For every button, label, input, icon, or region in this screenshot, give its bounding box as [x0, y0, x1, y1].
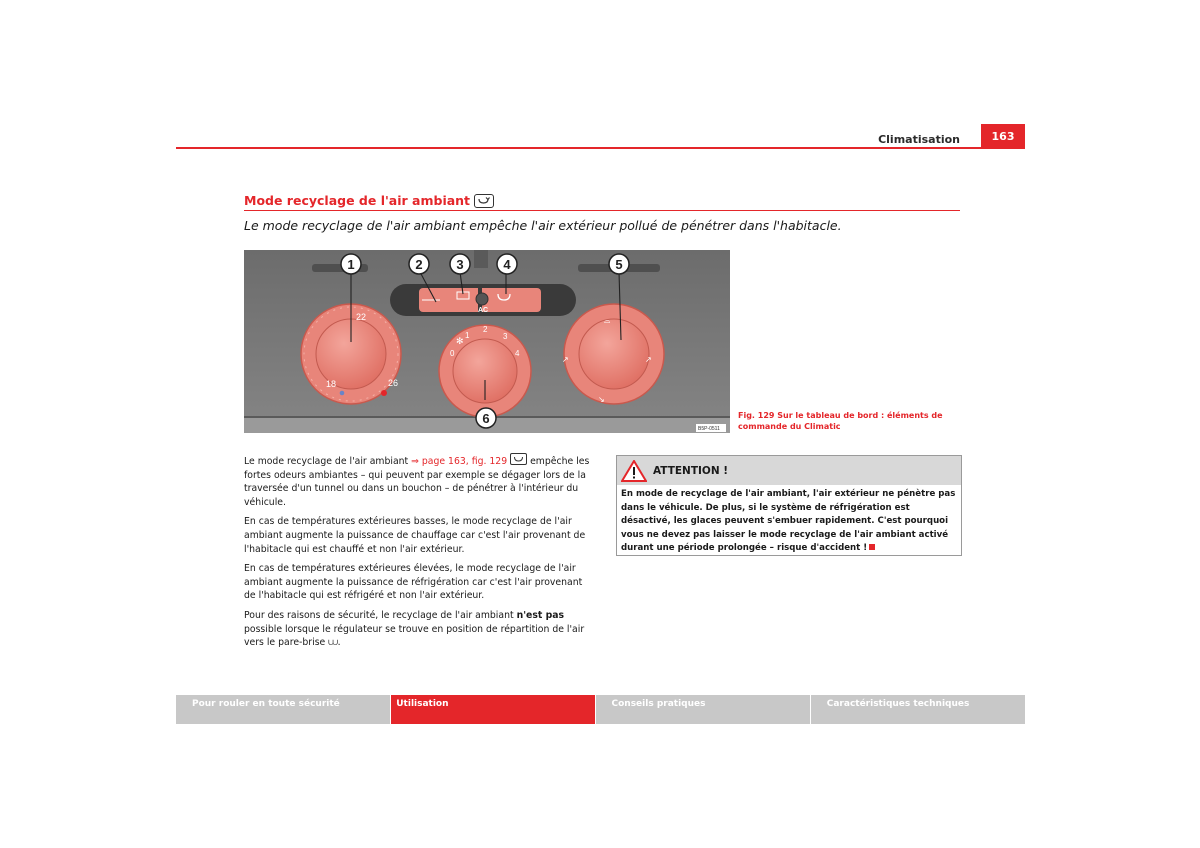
- svg-text:6: 6: [482, 411, 490, 426]
- temp-label-22: 22: [356, 312, 367, 322]
- tab-usage[interactable]: Utilisation: [391, 695, 594, 724]
- end-marker: [869, 544, 875, 550]
- callout-1: [341, 254, 361, 274]
- section-lead: Le mode recyclage de l'air ambiant empêche l'air extérieur pollué de pénétrer dans l'habitacle.: [244, 218, 842, 233]
- ac-label: AC: [478, 307, 489, 314]
- warning-title: ATTENTION !: [653, 464, 729, 477]
- figure-caption: Fig. 129 Sur le tableau de bord : éléments de commande du Climatic: [738, 411, 943, 431]
- fan-label-3: 3: [503, 332, 508, 341]
- fan-label-4: 4: [515, 349, 520, 358]
- section-rule: [244, 210, 960, 211]
- svg-text:↘: ↘: [598, 395, 605, 404]
- svg-text:↗: ↗: [562, 355, 569, 364]
- paragraph-4: Pour des raisons de sécurité, le recyclage de l'air ambiant n'est pas possible lorsque le régulateur se trouve en position de répartition de l'air vers le pare-brise ⩊.: [244, 609, 585, 649]
- warning-box: [616, 455, 962, 556]
- svg-text:5: 5: [615, 257, 623, 272]
- svg-text:↗: ↗: [645, 355, 652, 364]
- warning-header: [617, 456, 961, 485]
- tab-practical-tips[interactable]: Conseils pratiques: [596, 695, 810, 724]
- temp-label-18: 18: [326, 379, 337, 389]
- callout-3: [450, 254, 470, 274]
- section-title: [244, 193, 494, 208]
- fan-icon: ✻: [456, 337, 464, 347]
- fan-speed-knob: [439, 325, 531, 417]
- svg-text:1: 1: [347, 257, 355, 272]
- ac-button: [476, 293, 488, 305]
- fan-label-0: 0: [450, 349, 455, 358]
- paragraph-1: Le mode recyclage de l'air ambiant ⇒ page 163, fig. 129 empêche les fortes odeurs ambiantes – qui peuvent par exemple se dégager lors de la traversée d'un tunnel ou dans un bouchon – de pénétrer à l'intérieur du véhicule.: [244, 453, 590, 509]
- figure-ref-code: B5P-0511: [698, 426, 720, 432]
- header-rule: [176, 147, 1025, 149]
- callout-4: [497, 254, 517, 274]
- page-number: 163: [981, 124, 1025, 148]
- section-title-text: Mode recyclage de l'air ambiant: [244, 193, 471, 208]
- recirculation-icon: [510, 453, 527, 465]
- figure-reference-link[interactable]: ⇒ page 163, fig. 129: [411, 456, 508, 467]
- callout-5: [609, 254, 629, 274]
- climatic-control-figure: [244, 250, 730, 433]
- windscreen-icon: ⌓: [604, 316, 611, 325]
- fan-label-2: 2: [483, 325, 488, 334]
- air-distribution-knob: [562, 304, 664, 404]
- svg-text:3: 3: [456, 257, 464, 272]
- chapter-title: Climatisation: [878, 133, 960, 146]
- body-text: [244, 453, 590, 656]
- temp-label-26: 26: [388, 378, 399, 388]
- paragraph-2: En cas de températures extérieures basses, le mode recyclage de l'air ambiant augmente la puissance de chauffage car c'est l'air provenant de l'habitacle qui est chauffé et non l'air extérieur.: [244, 516, 586, 555]
- svg-text:4: 4: [503, 257, 511, 272]
- fan-label-1: 1: [465, 331, 470, 340]
- paragraph-3: En cas de températures extérieures élevées, le mode recyclage de l'air ambiant augmente la puissance de réfrigération car c'est l'air provenant de l'habitacle qui est réfrigéré et non l'air extérieur.: [244, 563, 583, 602]
- windscreen-defrost-icon: ⩊: [328, 637, 338, 649]
- callout-6: [476, 408, 496, 428]
- footer-tabs: [176, 695, 1025, 724]
- warning-text: En mode de recyclage de l'air ambiant, l'air extérieur ne pénètre pas dans le véhicule. De plus, si le système de réfrigération est désactivé, les glaces peuvent s'embuer rapidement. C'est pourquoi vous ne devez pas laisser le mode recyclage de l'air ambiant activé durant une période prolongée – risque d'accident !: [621, 489, 956, 553]
- tab-technical-specs[interactable]: Caractéristiques techniques: [811, 695, 1025, 724]
- warning-triangle-icon: [621, 460, 647, 482]
- svg-text:2: 2: [415, 257, 423, 272]
- tab-safety[interactable]: Pour rouler en toute sécurité: [176, 695, 390, 724]
- recirculation-icon: [474, 194, 494, 208]
- callout-2: [409, 254, 429, 274]
